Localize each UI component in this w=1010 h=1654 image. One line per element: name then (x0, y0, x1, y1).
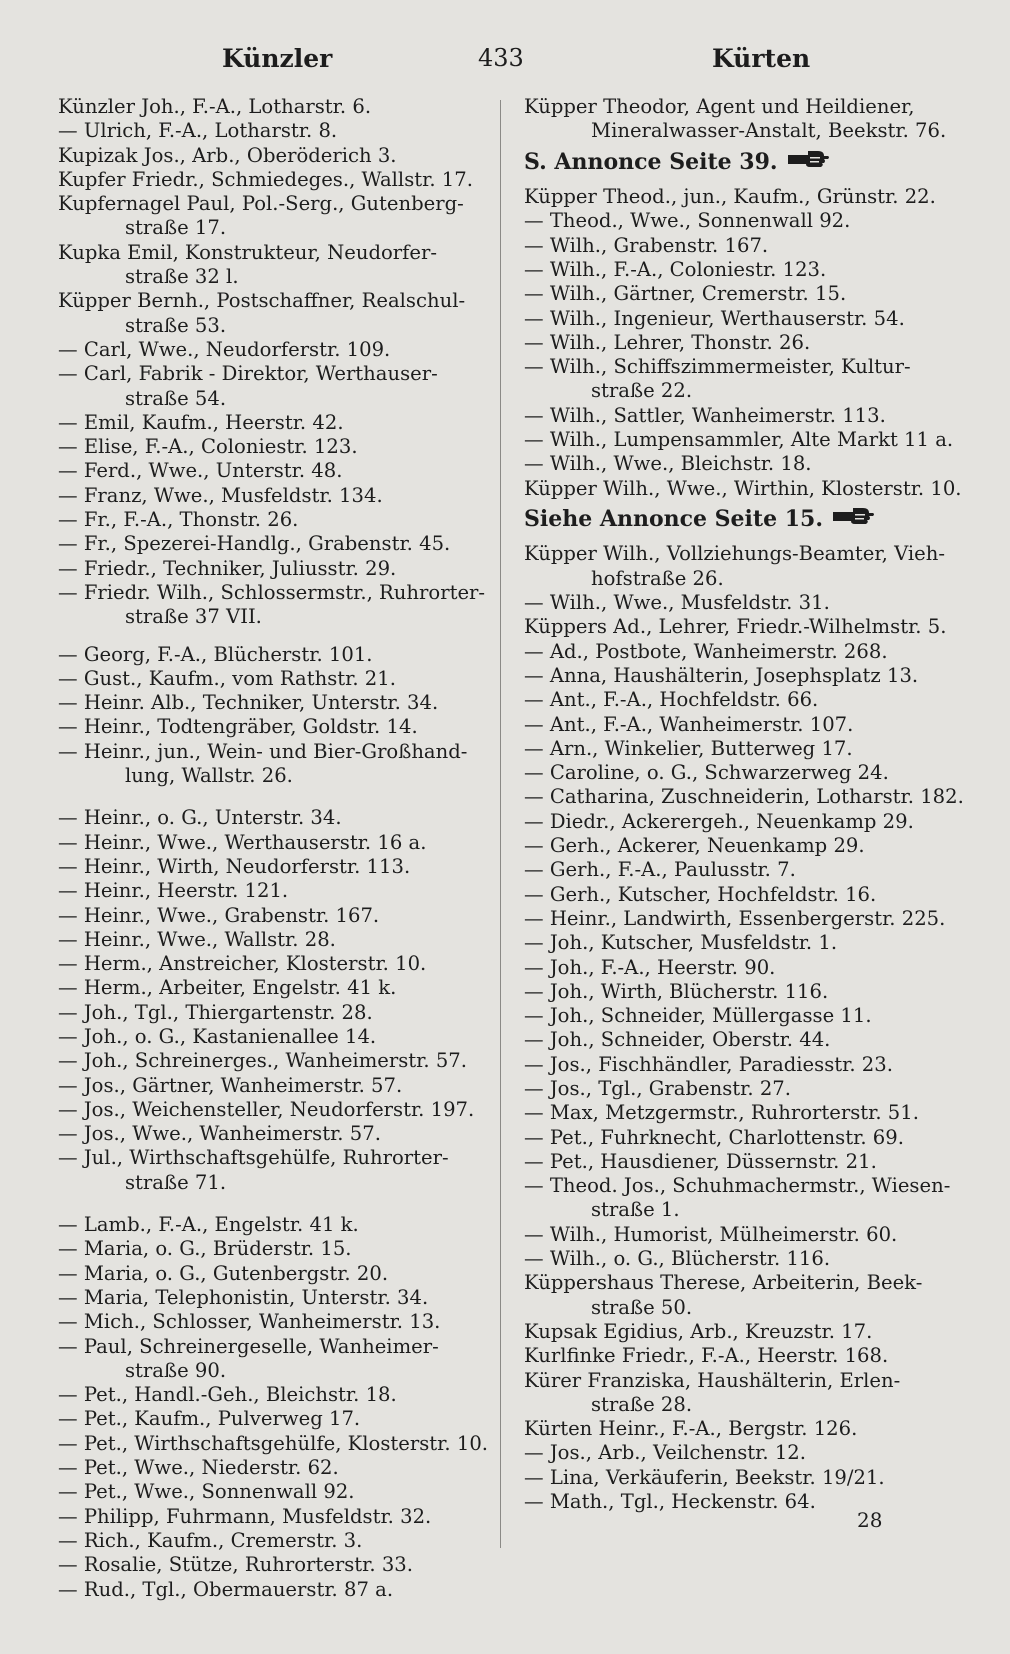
entry-line: — Lamb., F.-A., Engelstr. 41 k. (58, 1213, 359, 1237)
directory-entry (58, 1480, 500, 1504)
entry-line: — Pet., Wwe., Niederstr. 62. (58, 1456, 339, 1480)
directory-entry (58, 1335, 500, 1384)
entry-line: — Friedr. Wilh., Schlossermstr., Ruhrorter- (58, 580, 486, 604)
header-right-guide-word: Kürten (712, 44, 811, 73)
directory-entry (58, 740, 500, 789)
entry-line: — Caroline, o. G., Schwarzerweg 24. (524, 761, 889, 785)
entry-line: Künzler Joh., F.-A., Lotharstr. 6. (58, 95, 372, 118)
directory-entry (524, 907, 956, 931)
directory-entry (524, 1101, 956, 1125)
directory-entry (58, 855, 500, 879)
directory-entry (524, 1247, 956, 1271)
directory-entry (524, 1441, 956, 1465)
directory-entry (58, 192, 500, 241)
spacer (58, 630, 500, 643)
entry-line: — Wilh., Lumpensammler, Alte Markt 11 a. (524, 428, 954, 452)
entry-line: — Elise, F.-A., Coloniestr. 123. (58, 435, 358, 459)
entry-continuation-line: straße 22. (591, 379, 693, 403)
entry-line: — Ulrich, F.-A., Lotharstr. 8. (58, 119, 338, 143)
entry-line: — Heinr., Heerstr. 121. (58, 879, 289, 903)
entry-line: Küpper Bernh., Postschaffner, Realschul- (58, 289, 466, 313)
directory-entry (58, 831, 500, 855)
entry-line: — Joh., Schneider, Müllergasse 11. (524, 1004, 872, 1028)
spacer (58, 788, 500, 806)
directory-entry (58, 1310, 500, 1334)
directory-entry (524, 1174, 956, 1223)
entry-line: — Herm., Arbeiter, Engelstr. 41 k. (58, 976, 397, 1000)
entry-line: — Wilh., Ingenieur, Werthauserstr. 54. (524, 306, 905, 330)
directory-entry (58, 1001, 500, 1025)
entry-line: — Georg, F.-A., Blücherstr. 101. (58, 642, 373, 666)
page-number: 433 (478, 44, 524, 72)
entry-line: — Ad., Postbote, Wanheimerstr. 268. (524, 639, 888, 663)
directory-entry (58, 691, 500, 715)
entry-line: Kupka Emil, Konstrukteur, Neudorfer- (58, 240, 437, 264)
directory-entry (524, 1126, 956, 1150)
entry-line: — Emil, Kaufm., Heerstr. 42. (58, 410, 344, 434)
annonce-reference (524, 148, 956, 178)
directory-entry (524, 1077, 956, 1101)
directory-entry (524, 185, 956, 209)
header-left-guide-word: Künzler (222, 44, 333, 73)
directory-entry (58, 1049, 500, 1073)
directory-entry (58, 581, 500, 630)
directory-entry (524, 1004, 956, 1028)
entry-line: — Joh., o. G., Kastanienallee 14. (58, 1024, 377, 1048)
entry-line: — Max, Metzgermstr., Ruhrorterstr. 51. (524, 1101, 919, 1125)
directory-entry (58, 435, 500, 459)
entry-continuation-line: straße 37 VII. (125, 605, 262, 629)
directory-entry (58, 1146, 500, 1195)
directory-entry (524, 404, 956, 428)
entry-line: — Catharina, Zuschneiderin, Lotharstr. 182. (524, 785, 964, 809)
entry-line: — Wilh., Wwe., Bleichstr. 18. (524, 452, 812, 476)
directory-entry (58, 459, 500, 483)
directory-entry (58, 338, 500, 362)
directory-entry (524, 834, 956, 858)
entry-line: Küpper Wilh., Wwe., Wirthin, Klosterstr. 10. (524, 476, 962, 500)
directory-entry (524, 258, 956, 282)
directory-entry (524, 331, 956, 355)
entry-line: — Herm., Anstreicher, Klosterstr. 10. (58, 952, 427, 976)
directory-entry (524, 476, 962, 501)
directory-entry (58, 1262, 500, 1286)
directory-entry (524, 664, 956, 688)
directory-entry (58, 557, 500, 581)
entry-line: Kupfernagel Paul, Pol.-Serg., Gutenberg- (58, 192, 464, 216)
directory-entry (524, 542, 956, 591)
directory-entry (58, 1407, 500, 1431)
directory-entry (58, 484, 500, 508)
entry-line: — Diedr., Ackerergeh., Neuenkamp 29. (524, 809, 914, 833)
directory-entry (58, 1553, 500, 1577)
entry-line: — Wilh., Humorist, Mülheimerstr. 60. (524, 1222, 898, 1246)
entry-line: — Joh., Kutscher, Musfeldstr. 1. (524, 931, 838, 955)
directory-entry (524, 452, 956, 476)
entry-line: — Jos., Tgl., Grabenstr. 27. (524, 1076, 791, 1100)
entry-line: — Wilh., F.-A., Coloniestr. 123. (524, 257, 827, 281)
directory-entry (58, 119, 500, 143)
entry-line: — Heinr., Todtengräber, Goldstr. 14. (58, 715, 418, 739)
entry-line: — Jul., Wirthschaftsgehülfe, Ruhrorter- (58, 1146, 449, 1170)
entry-line: — Carl, Wwe., Neudorferstr. 109. (58, 337, 391, 361)
entry-line: — Rich., Kaufm., Cremerstr. 3. (58, 1528, 363, 1552)
annonce-text: Siehe Annonce Seite 15. (524, 505, 824, 532)
entry-line: — Jos., Arb., Veilchenstr. 12. (524, 1441, 807, 1465)
directory-entry (58, 95, 500, 119)
directory-entry (58, 1505, 500, 1529)
directory-entry (524, 931, 956, 955)
directory-entry (524, 810, 956, 834)
entry-line: — Theod., Wwe., Sonnenwall 92. (524, 209, 851, 233)
left-column (58, 95, 500, 1602)
directory-entry (58, 1456, 500, 1480)
entry-line: — Maria, Telephonistin, Unterstr. 34. (58, 1285, 429, 1309)
directory-entry (524, 883, 956, 907)
directory-entry (524, 1466, 956, 1490)
entry-continuation-line: straße 50. (591, 1295, 693, 1319)
entry-line: — Heinr., o. G., Unterstr. 34. (58, 806, 342, 830)
entry-line: — Wilh., Wwe., Musfeldstr. 31. (524, 591, 830, 615)
entry-line: — Anna, Haushälterin, Josephsplatz 13. (524, 663, 919, 687)
directory-entry (524, 1320, 956, 1344)
directory-entry (58, 667, 500, 691)
spacer (58, 1195, 500, 1213)
entry-line: Küpper Theod., jun., Kaufm., Grünstr. 22. (524, 185, 936, 209)
entry-line: — Gerh., Ackerer, Neuenkamp 29. (524, 834, 865, 858)
directory-entry (524, 615, 956, 639)
directory-entry (58, 1122, 500, 1146)
running-header (0, 44, 1010, 84)
directory-entry (524, 713, 956, 737)
entry-continuation-line: straße 17. (125, 216, 227, 240)
directory-entry (58, 976, 500, 1000)
column-divider (500, 100, 501, 1548)
directory-entry (58, 532, 500, 556)
directory-entry (524, 355, 956, 404)
entry-line: — Gerh., Kutscher, Hochfeldstr. 16. (524, 882, 877, 906)
entry-line: Küppers Ad., Lehrer, Friedr.-Wilhelmstr. 5. (524, 615, 947, 639)
entry-line: Küppershaus Therese, Arbeiterin, Beek- (524, 1271, 923, 1295)
entry-line: — Paul, Schreinergeselle, Wanheimer- (58, 1334, 439, 1358)
entry-line: — Pet., Kaufm., Pulverweg 17. (58, 1407, 361, 1431)
entry-line: — Math., Tgl., Heckenstr. 64. (524, 1490, 816, 1514)
directory-entry (58, 1578, 500, 1602)
entry-line: — Wilh., Schiffszimmermeister, Kultur- (524, 355, 911, 379)
entry-continuation-line: straße 1. (591, 1198, 680, 1222)
entry-line: — Arn., Winkelier, Butterweg 17. (524, 736, 853, 760)
entry-line: — Jos., Fischhändler, Paradiesstr. 23. (524, 1052, 893, 1076)
directory-entry (58, 1529, 500, 1553)
directory-entry (58, 411, 500, 435)
directory-entry (524, 307, 956, 331)
entry-line: — Franz, Wwe., Musfeldstr. 134. (58, 483, 383, 507)
entry-line: — Heinr., jun., Wein- und Bier-Großhand- (58, 739, 468, 763)
directory-entry (524, 1417, 956, 1441)
entry-line: — Wilh., Lehrer, Thonstr. 26. (524, 330, 811, 354)
directory-entry (524, 980, 956, 1004)
entry-line: — Fr., F.-A., Thonstr. 26. (58, 508, 299, 532)
directory-entry (58, 643, 500, 667)
entry-line: — Heinr., Wirth, Neudorferstr. 113. (58, 854, 411, 878)
directory-entry (524, 640, 956, 664)
entry-line: — Heinr., Wwe., Wallstr. 28. (58, 927, 336, 951)
entry-line: — Heinr., Wwe., Grabenstr. 167. (58, 903, 380, 927)
directory-entry (58, 904, 500, 928)
directory-entry (524, 1223, 956, 1247)
directory-entry (524, 1028, 956, 1052)
entry-continuation-line: straße 90. (125, 1358, 227, 1382)
entry-line: — Rud., Tgl., Obermauerstr. 87 a. (58, 1577, 394, 1601)
entry-line: — Wilh., o. G., Blücherstr. 116. (524, 1247, 831, 1271)
pointing-hand-icon (788, 148, 830, 177)
entry-line: — Ant., F.-A., Wanheimerstr. 107. (524, 712, 854, 736)
entry-continuation-line: lung, Wallstr. 26. (125, 764, 293, 788)
directory-entry (524, 428, 956, 452)
entry-line: Küpper Wilh., Vollziehungs-Beamter, Vieh- (524, 542, 945, 566)
entry-line: — Ant., F.-A., Hochfeldstr. 66. (524, 688, 819, 712)
directory-entry (524, 1150, 956, 1174)
entry-line: Kupsak Egidius, Arb., Kreuzstr. 17. (524, 1319, 873, 1343)
directory-entry (58, 1286, 500, 1310)
entry-line: — Pet., Fuhrknecht, Charlottenstr. 69. (524, 1125, 904, 1149)
entry-continuation-line: straße 28. (591, 1392, 693, 1416)
entry-line: — Joh., F.-A., Heerstr. 90. (524, 955, 776, 979)
directory-entry (58, 952, 500, 976)
entry-line: — Jos., Wwe., Wanheimerstr. 57. (58, 1122, 381, 1146)
entry-line: Kurlfinke Friedr., F.-A., Heerstr. 168. (524, 1344, 889, 1368)
entry-line: — Wilh., Grabenstr. 167. (524, 233, 769, 257)
entry-continuation-line: straße 71. (125, 1170, 227, 1194)
entry-line: — Jos., Weichensteller, Neudorferstr. 197. (58, 1097, 475, 1121)
directory-entry (58, 928, 500, 952)
directory-entry (524, 956, 956, 980)
directory-entry (524, 1271, 956, 1320)
entry-line: Küpper Theodor, Agent und Heildiener, (524, 95, 915, 118)
entry-line: — Wilh., Gärtner, Cremerstr. 15. (524, 282, 847, 306)
directory-entry (524, 1369, 956, 1418)
entry-line: — Pet., Wwe., Sonnenwall 92. (58, 1480, 355, 1504)
directory-entry (58, 806, 500, 830)
directory-entry (58, 241, 500, 290)
directory-entry (524, 234, 956, 258)
entry-line: — Heinr. Alb., Techniker, Unterstr. 34. (58, 691, 439, 715)
directory-entry (58, 1237, 500, 1261)
directory-entry (58, 508, 500, 532)
directory-entry (58, 144, 500, 168)
entry-line: — Rosalie, Stütze, Ruhrorterstr. 33. (58, 1553, 413, 1577)
entry-line: — Heinr., Landwirth, Essenbergerstr. 225. (524, 906, 946, 930)
entry-line: — Philipp, Fuhrmann, Musfeldstr. 32. (58, 1504, 432, 1528)
directory-entry (58, 289, 500, 338)
entry-line: — Mich., Schlosser, Wanheimerstr. 13. (58, 1310, 441, 1334)
directory-entry (58, 879, 500, 903)
entry-line: Kürer Franziska, Haushälterin, Erlen- (524, 1368, 901, 1392)
annonce-reference (524, 505, 956, 535)
directory-entry (524, 209, 956, 233)
directory-entry (58, 1213, 500, 1237)
entry-continuation-line: hofstraße 26. (591, 566, 724, 590)
entry-line: — Gerh., F.-A., Paulusstr. 7. (524, 858, 796, 882)
directory-entry (58, 1074, 500, 1098)
directory-entry (524, 282, 956, 306)
entry-line: — Gust., Kaufm., vom Rathstr. 21. (58, 666, 396, 690)
entry-line: Kupizak Jos., Arb., Oberöderich 3. (58, 143, 397, 167)
annonce-text: S. Annonce Seite 39. (524, 148, 778, 175)
directory-entry (524, 761, 956, 785)
entry-line: — Friedr., Techniker, Juliusstr. 29. (58, 556, 397, 580)
entry-line: — Joh., Schreinerges., Wanheimerstr. 57. (58, 1049, 467, 1073)
directory-entry (524, 1490, 956, 1514)
directory-entry (524, 591, 956, 615)
entry-line: — Pet., Wirthschaftsgehülfe, Klosterstr. 10. (58, 1431, 489, 1455)
entry-line: — Heinr., Wwe., Werthauserstr. 16 a. (58, 830, 427, 854)
entry-line: — Joh., Wirth, Blücherstr. 116. (524, 979, 829, 1003)
entry-line: — Joh., Tgl., Thiergartenstr. 28. (58, 1000, 373, 1024)
entry-line: — Theod. Jos., Schuhmachermstr., Wiesen- (524, 1174, 951, 1198)
directory-entry (58, 1098, 500, 1122)
entry-line: — Jos., Gärtner, Wanheimerstr. 57. (58, 1073, 403, 1097)
directory-entry (524, 858, 956, 882)
entry-line: — Wilh., Sattler, Wanheimerstr. 113. (524, 403, 886, 427)
directory-entry (58, 1025, 500, 1049)
directory-entry (58, 362, 500, 411)
entry-line: Kupfer Friedr., Schmiedeges., Wallstr. 17. (58, 167, 473, 191)
directory-entry (524, 737, 956, 761)
entry-line: — Pet., Hausdiener, Düssernstr. 21. (524, 1149, 877, 1173)
directory-entry (58, 715, 500, 739)
directory-entry (524, 785, 964, 809)
entry-line: — Pet., Handl.-Geh., Bleichstr. 18. (58, 1383, 397, 1407)
entry-continuation-line: straße 53. (125, 313, 227, 337)
entry-continuation-line: straße 32 l. (125, 265, 239, 289)
entry-line: — Fr., Spezerei-Handlg., Grabenstr. 45. (58, 532, 451, 556)
entry-line: — Maria, o. G., Gutenbergstr. 20. (58, 1261, 389, 1285)
entry-line: — Lina, Verkäuferin, Beekstr. 19/21. (524, 1465, 885, 1489)
entry-line: Kürten Heinr., F.-A., Bergstr. 126. (524, 1417, 858, 1441)
entry-line: — Maria, o. G., Brüderstr. 15. (58, 1237, 352, 1261)
directory-entry (524, 95, 956, 144)
directory-entry (58, 168, 500, 192)
directory-entry (524, 688, 956, 712)
directory-entry (58, 1432, 500, 1456)
entry-line: — Ferd., Wwe., Unterstr. 48. (58, 459, 343, 483)
entry-continuation-line: straße 54. (125, 386, 227, 410)
pointing-hand-icon (833, 505, 875, 534)
right-column (524, 95, 964, 1514)
directory-entry (58, 1383, 500, 1407)
directory-entry (524, 1053, 956, 1077)
entry-line: — Joh., Schneider, Oberstr. 44. (524, 1028, 831, 1052)
directory-entry (524, 1344, 956, 1368)
entry-continuation-line: Mineralwasser-Anstalt, Beekstr. 76. (591, 119, 947, 143)
entry-line: — Carl, Fabrik - Direktor, Werthauser- (58, 362, 438, 386)
sheet-number: 28 (857, 1508, 883, 1532)
